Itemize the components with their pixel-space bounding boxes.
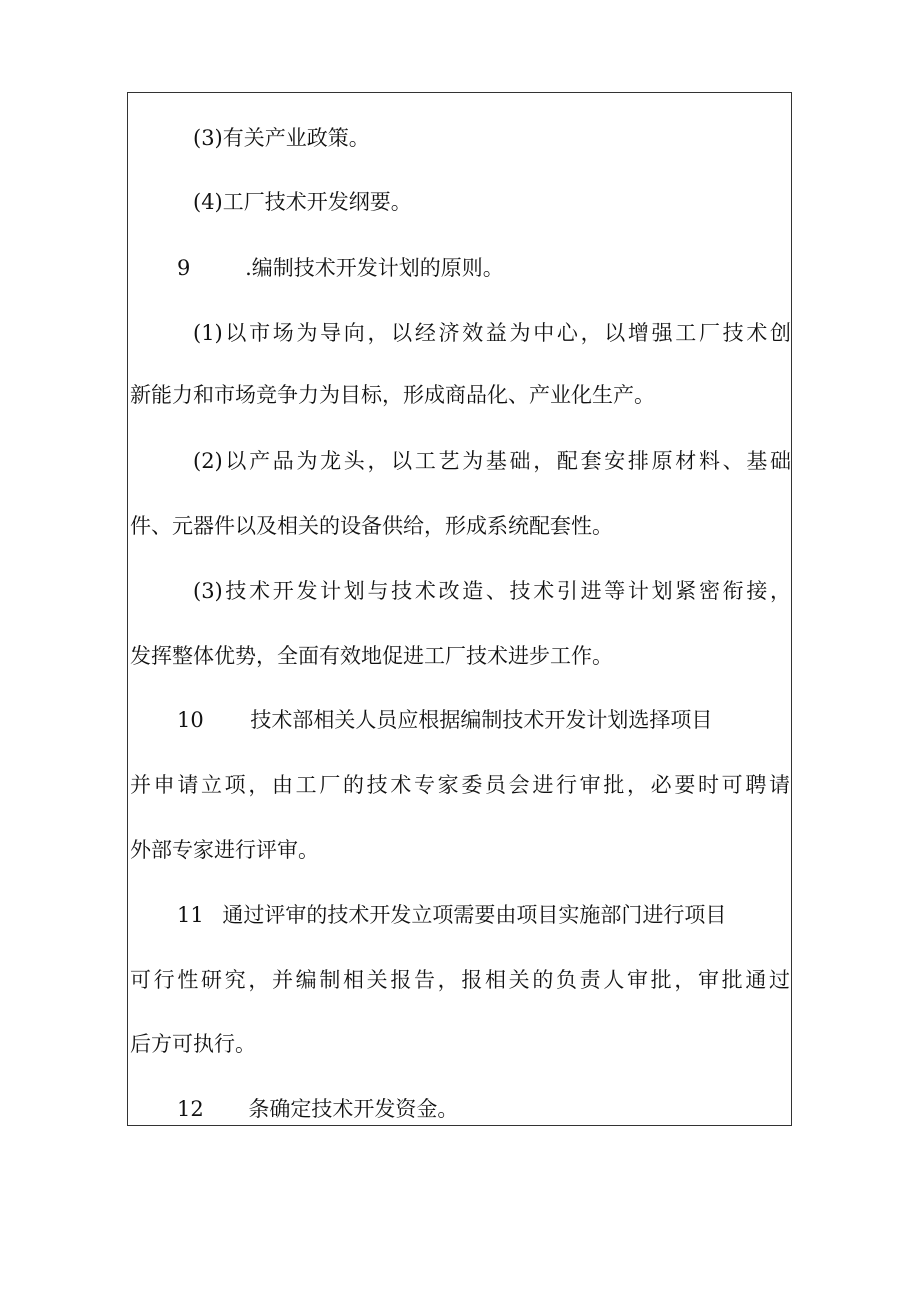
section-9-text: .编制技术开发计划的原则。 xyxy=(245,256,504,280)
section-10-line-3: 外部专家进行评审。 xyxy=(130,838,319,862)
section-11-line-2: 可行性研究，并编制相关报告，报相关的负责人审批，审批通过 xyxy=(130,968,790,992)
section-10-text: 技术部相关人员应根据编制技术开发计划选择项目 xyxy=(250,708,713,732)
principle-2-line-1: (2)以产品为龙头，以工艺为基础，配套安排原材料、基础 xyxy=(193,449,791,473)
section-11-line-3: 后方可执行。 xyxy=(130,1032,256,1056)
section-number: 11 xyxy=(177,903,204,927)
section-11-text: 通过评审的技术开发立项需要由项目实施部门进行项目 xyxy=(222,903,727,927)
principle-1-line-2: 新能力和市场竞争力为目标，形成商品化、产业化生产。 xyxy=(130,383,655,407)
section-9-heading xyxy=(177,253,504,283)
item-4-outline: (4)工厂技术开发纲要。 xyxy=(193,190,412,214)
section-12-line-1 xyxy=(177,1094,458,1124)
section-10-line-1 xyxy=(177,705,712,735)
principle-1-line-1: (1)以市场为导向，以经济效益为中心，以增强工厂技术创 xyxy=(193,321,791,345)
principle-2-line-2: 件、元器件以及相关的设备供给，形成系统配套性。 xyxy=(130,514,613,538)
section-10-line-2: 并申请立项，由工厂的技术专家委员会进行审批，必要时可聘请 xyxy=(130,773,790,797)
principle-3-line-2: 发挥整体优势，全面有效地促进工厂技术进步工作。 xyxy=(130,644,613,668)
section-12-text: 条确定技术开发资金。 xyxy=(248,1097,459,1121)
section-number: 10 xyxy=(177,708,204,732)
section-number: 9 xyxy=(177,256,191,280)
section-number: 12 xyxy=(177,1097,204,1121)
item-3-policy: (3)有关产业政策。 xyxy=(193,126,370,150)
section-11-line-1 xyxy=(177,900,726,930)
principle-3-line-1: (3)技术开发计划与技术改造、技术引进等计划紧密衔接， xyxy=(193,579,791,603)
